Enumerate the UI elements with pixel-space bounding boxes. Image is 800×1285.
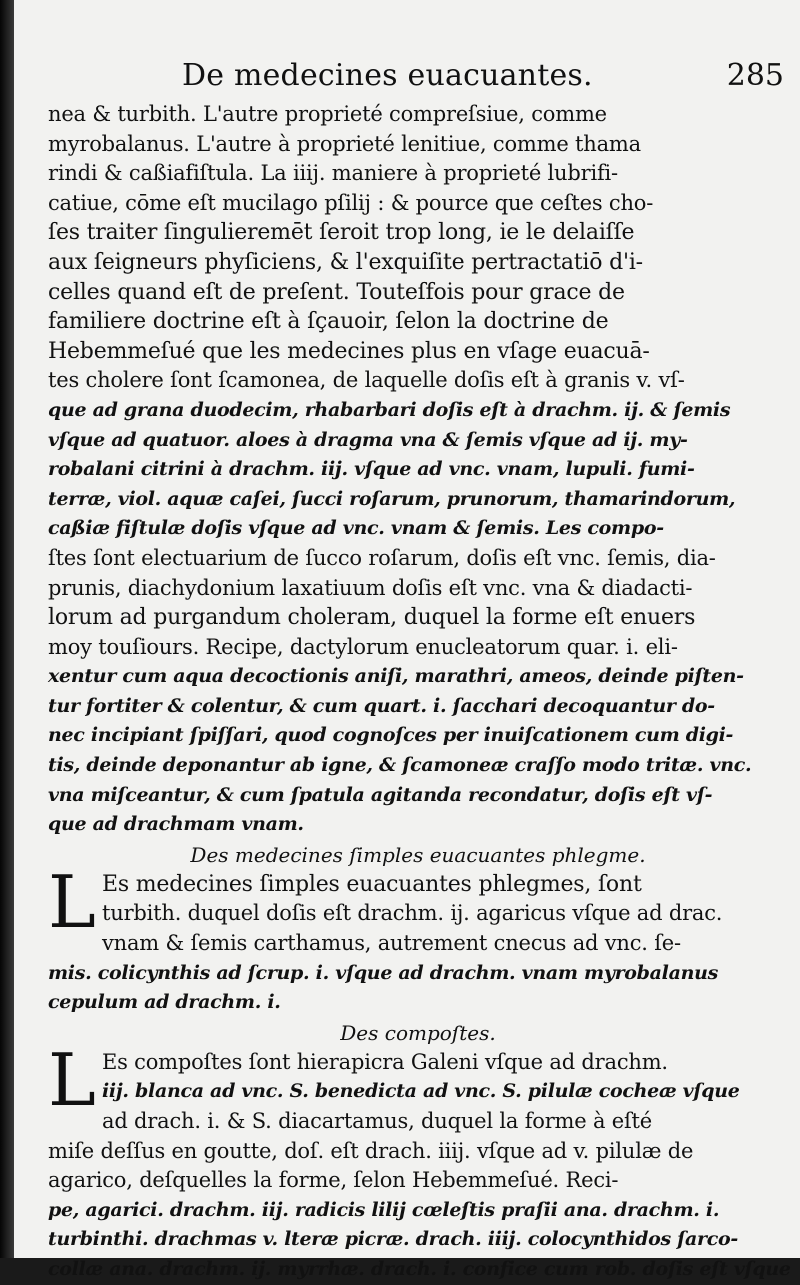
text-line: lorum ad purgandum choleram, duquel la forme eſt enuers (48, 605, 696, 631)
text-line: agarico, deſquelles la forme, ſelon Hebemmeſué. Reci- (48, 1168, 619, 1193)
text-line: caßiæ fiſtulæ doſis vſque ad vnc. vnam & ſemis. Les compo- (48, 517, 664, 540)
text-line: moy touſiours. Recipe, dactylorum enucleatorum quar. i. eli- (48, 634, 678, 659)
text-line: miſe deſſus en goutte, doſ. eſt drach. iiij. vſque ad v. pilulæ de (48, 1138, 694, 1163)
paragraph-latin-doses (48, 396, 788, 544)
text-line: familiere doctrine eſt à ſçauoir, ſelon la doctrine de (48, 309, 609, 335)
running-title: De medecines euacuantes. (182, 58, 593, 93)
text-line: que ad drachmam vnam. (48, 813, 304, 836)
text-line: ad drach. i. & S. diacartamus, duquel la forme à eſté (102, 1109, 653, 1133)
section-heading-phlegme: Des medecines ſimples euacuantes phlegme. (190, 842, 646, 867)
text-line: prunis, diachydonium laxatiuum doſis eſt vnc. vna & diadacti- (48, 575, 693, 600)
text-line: mis. colicynthis ad ſcrup. i. vſque ad drachm. vnam myrobalanus (48, 961, 719, 984)
text-line: xentur cum aqua decoctionis aniſi, marathri, ameos, deinde piſten- (48, 665, 744, 688)
text-line: pe, agarici. drachm. iij. radicis lilij cœleſtis praſii ana. drachm. i. (48, 1198, 720, 1221)
text-line: Hebemmeſué que les medecines plus en vſage euacuā- (48, 338, 650, 364)
drop-cap: L (48, 859, 96, 944)
section-phlegme (48, 859, 788, 1018)
text-line: myrobalanus. L'autre à proprieté lenitiue, comme thama (48, 131, 641, 156)
text-line: ſes traiter ſingulieremēt ſeroit trop long, ie le delaiſſe (48, 220, 635, 246)
text-line: que ad grana duodecim, rhabarbari doſis eſt à drachm. ij. & ſemis (48, 398, 731, 421)
text-line: cepulum ad drachm. i. (48, 991, 281, 1014)
section-compostes (48, 1037, 791, 1285)
text-line: terræ, viol. aquæ caſei, ſucci roſarum, prunorum, thamarindorum, (48, 487, 736, 510)
book-page (14, 0, 800, 1280)
text-line: rindi & caßiafiſtula. La iiij. maniere à proprieté lubrifi- (48, 161, 618, 186)
text-line: tis, deinde deponantur ab igne, & ſcamoneæ craſſo modo tritæ. vnc. (48, 754, 752, 777)
text-line: nec incipiant ſpiſſari, quod cognoſces per inuiſcationem cum digi- (48, 724, 734, 747)
text-line: vna miſceantur, & cum ſpatula agitanda recondatur, doſis eſt vſ- (48, 783, 713, 806)
page-number: 285 (726, 58, 784, 93)
text-line: Es compoſtes ſont hierapicra Galeni vſque ad drachm. (102, 1049, 668, 1074)
text-line: tes cholere ſont ſcamonea, de laquelle doſis eſt à granis v. vſ- (48, 368, 685, 393)
text-line: nea & turbith. L'autre proprieté compreſsiue, comme (48, 102, 607, 126)
text-line: catiue, cōme eſt mucilago pſilij : & pource que ceſtes cho- (48, 190, 654, 215)
text-line: ſtes ſont electuarium de ſucco roſarum, doſis eſt vnc. ſemis, dia- (48, 545, 716, 570)
text-line: Es medecines ſimples euacuantes phlegmes, ſont (102, 871, 642, 897)
text-line: vnam & ſemis carthamus, autrement cnecus ad vnc. ſe- (102, 931, 681, 956)
text-line: vſque ad quatuor. aloes à dragma vna & ſemis vſque ad ij. my- (48, 428, 688, 451)
page-gutter-shadow (0, 0, 14, 1258)
page-body (48, 100, 791, 1285)
text-line: celles quand eſt de preſent. Touteſfois pour grace de (48, 279, 625, 305)
text-line: collæ ana. drachm. ij. myrrhæ. drach. i. confice cum rob. doſis eſt vſque (48, 1257, 791, 1280)
text-line: turbith. duquel doſis eſt drachm. ij. agaricus vſque ad drac. (102, 901, 723, 926)
drop-cap: L (48, 1037, 96, 1122)
paragraph-recipe (48, 662, 788, 840)
paragraph-top (48, 100, 788, 396)
paragraph-compostes (48, 544, 788, 662)
text-line: turbinthi. drachmas v. lteræ picræ. drach. iiij. colocynthidos ſarco- (48, 1228, 738, 1251)
page-header (144, 58, 784, 98)
text-line: tur fortiter & colentur, & cum quart. i. ſacchari decoquantur do- (48, 694, 715, 717)
section-heading-compostes: Des compoſtes. (340, 1020, 496, 1045)
text-line: robalani citrini à drachm. iij. vſque ad vnc. vnam, lupuli. fumi- (48, 458, 695, 481)
text-line: aux ſeigneurs phyſiciens, & l'exquiſite pertractatiō d'i- (48, 249, 643, 275)
text-line: iij. blanca ad vnc. S. benedicta ad vnc. S. pilulæ cocheæ vſque (102, 1080, 740, 1103)
